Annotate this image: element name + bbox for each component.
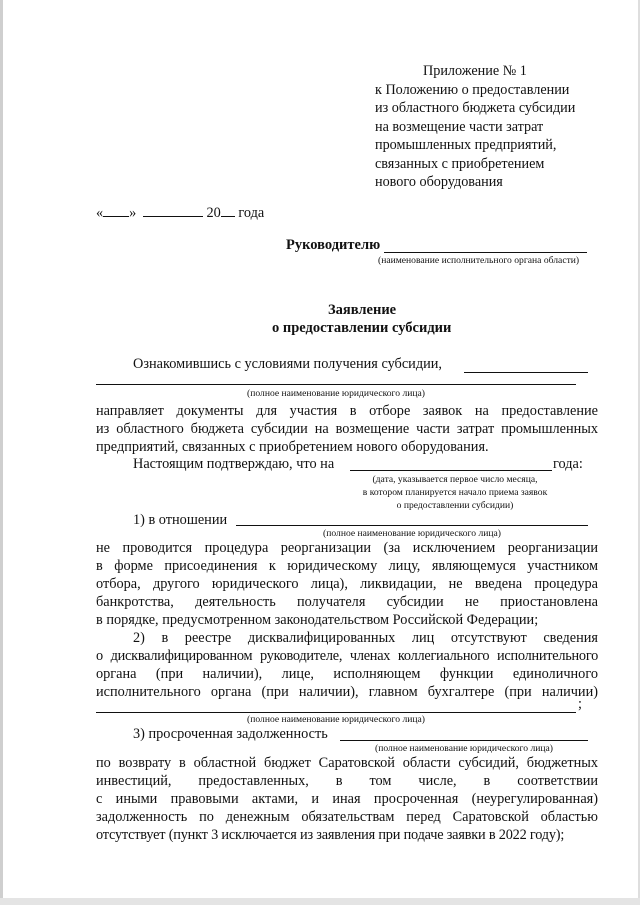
item3-label: 3) просроченная задолженность bbox=[133, 726, 328, 742]
month-blank bbox=[143, 203, 203, 217]
intro-blank-2 bbox=[96, 384, 576, 385]
confirm-caption: (дата, указывается первое число месяца, bbox=[372, 474, 538, 485]
appendix-line: нового оборудования bbox=[375, 174, 503, 190]
item2-line: исполнительного органа (при наличии), главном бухгалтере (при наличии) bbox=[96, 684, 598, 700]
appendix-line: связанных с приобретением bbox=[375, 155, 545, 172]
item1-line: в порядке, предусмотренном законодательством Российской Федерации; bbox=[96, 612, 539, 628]
item1-line: банкротства, деятельность получателя субсидии не приостановлена bbox=[96, 594, 598, 610]
intro-line: из областного бюджета субсидии на возмещение части затрат промышленных bbox=[96, 421, 598, 437]
intro-first-line: Ознакомившись с условиями получения субсидии, bbox=[133, 356, 442, 372]
item3-line: задолженность по денежным обязательствам перед Саратовской областью bbox=[96, 809, 598, 825]
addressee-label: Руководителю bbox=[286, 237, 381, 253]
date-line bbox=[96, 203, 264, 222]
year-suffix: года bbox=[238, 205, 265, 221]
item3-line: инвестиций, предоставленных, в том числе, в соответствии bbox=[96, 773, 598, 789]
intro-line: направляет документы для участия в отборе заявок на предоставление bbox=[96, 403, 598, 419]
heading-line1: Заявление bbox=[328, 302, 397, 318]
addressee-caption: (наименование исполнительного органа области) bbox=[378, 255, 580, 266]
item2-line: 2) в реестре дисквалифицированных лиц отсутствуют сведения bbox=[133, 630, 598, 646]
day-blank bbox=[103, 203, 129, 217]
year-blank bbox=[221, 203, 235, 217]
appendix-line: на возмещение части затрат bbox=[375, 118, 544, 135]
item3-line: с иными правовыми актами, и иная просроченная (неурегулированная) bbox=[96, 791, 598, 807]
open-quote: « bbox=[96, 205, 104, 221]
appendix-block bbox=[375, 62, 615, 192]
confirm-suffix: года: bbox=[553, 456, 583, 472]
appendix-number: Приложение № 1 bbox=[423, 63, 527, 79]
scan-edge-left bbox=[0, 0, 3, 905]
confirm-caption: в котором планируется начало приема заявок bbox=[362, 487, 548, 498]
item1-label: 1) в отношении bbox=[133, 512, 228, 528]
item3-caption: (полное наименование юридического лица) bbox=[375, 743, 553, 754]
appendix-line: промышленных предприятий, bbox=[375, 137, 557, 153]
item2-end-mark: ; bbox=[578, 696, 582, 712]
item1-caption: (полное наименование юридического лица) bbox=[323, 528, 501, 539]
year-prefix: 20 bbox=[206, 205, 221, 221]
item3-line: отсутствует (пункт 3 исключается из заявления при подаче заявки в 2022 году); bbox=[96, 827, 565, 843]
item1-blank bbox=[236, 525, 588, 526]
addressee-blank bbox=[384, 252, 587, 253]
intro-blank-1 bbox=[464, 372, 588, 373]
appendix-line: из областного бюджета субсидии bbox=[375, 100, 576, 116]
item2-blank bbox=[96, 712, 576, 713]
confirm-text: Настоящим подтверждаю, что на bbox=[133, 456, 335, 472]
item3-line: по возврату в областной бюджет Саратовской области субсидий, бюджетных bbox=[96, 755, 598, 771]
close-quote: » bbox=[129, 205, 137, 221]
item2-caption: (полное наименование юридического лица) bbox=[247, 714, 425, 725]
appendix-line: к Положению о предоставлении bbox=[375, 81, 570, 98]
item3-blank bbox=[340, 740, 588, 741]
heading-line2: о предоставлении субсидии bbox=[272, 320, 452, 336]
confirm-date-blank bbox=[350, 470, 552, 471]
item2-line: органа (при наличии), лице, исполняющем функции единоличного bbox=[96, 666, 598, 682]
confirm-caption: о предоставлении субсидии) bbox=[396, 500, 514, 511]
item1-line: отбора, другого юридического лица), ликвидации, не введена процедура bbox=[96, 576, 598, 592]
scan-edge-bottom bbox=[0, 898, 640, 905]
intro-caption: (полное наименование юридического лица) bbox=[247, 388, 425, 399]
item2-line: о дисквалифицированном руководителе, членах коллегиального исполнительного bbox=[96, 648, 598, 664]
item1-line: в форме присоединения к юридическому лицу, являющемуся участником bbox=[96, 558, 598, 574]
item1-line: не проводится процедура реорганизации (за исключением реорганизации bbox=[96, 540, 598, 556]
intro-line: предприятий, связанных с приобретением нового оборудования. bbox=[96, 439, 489, 455]
